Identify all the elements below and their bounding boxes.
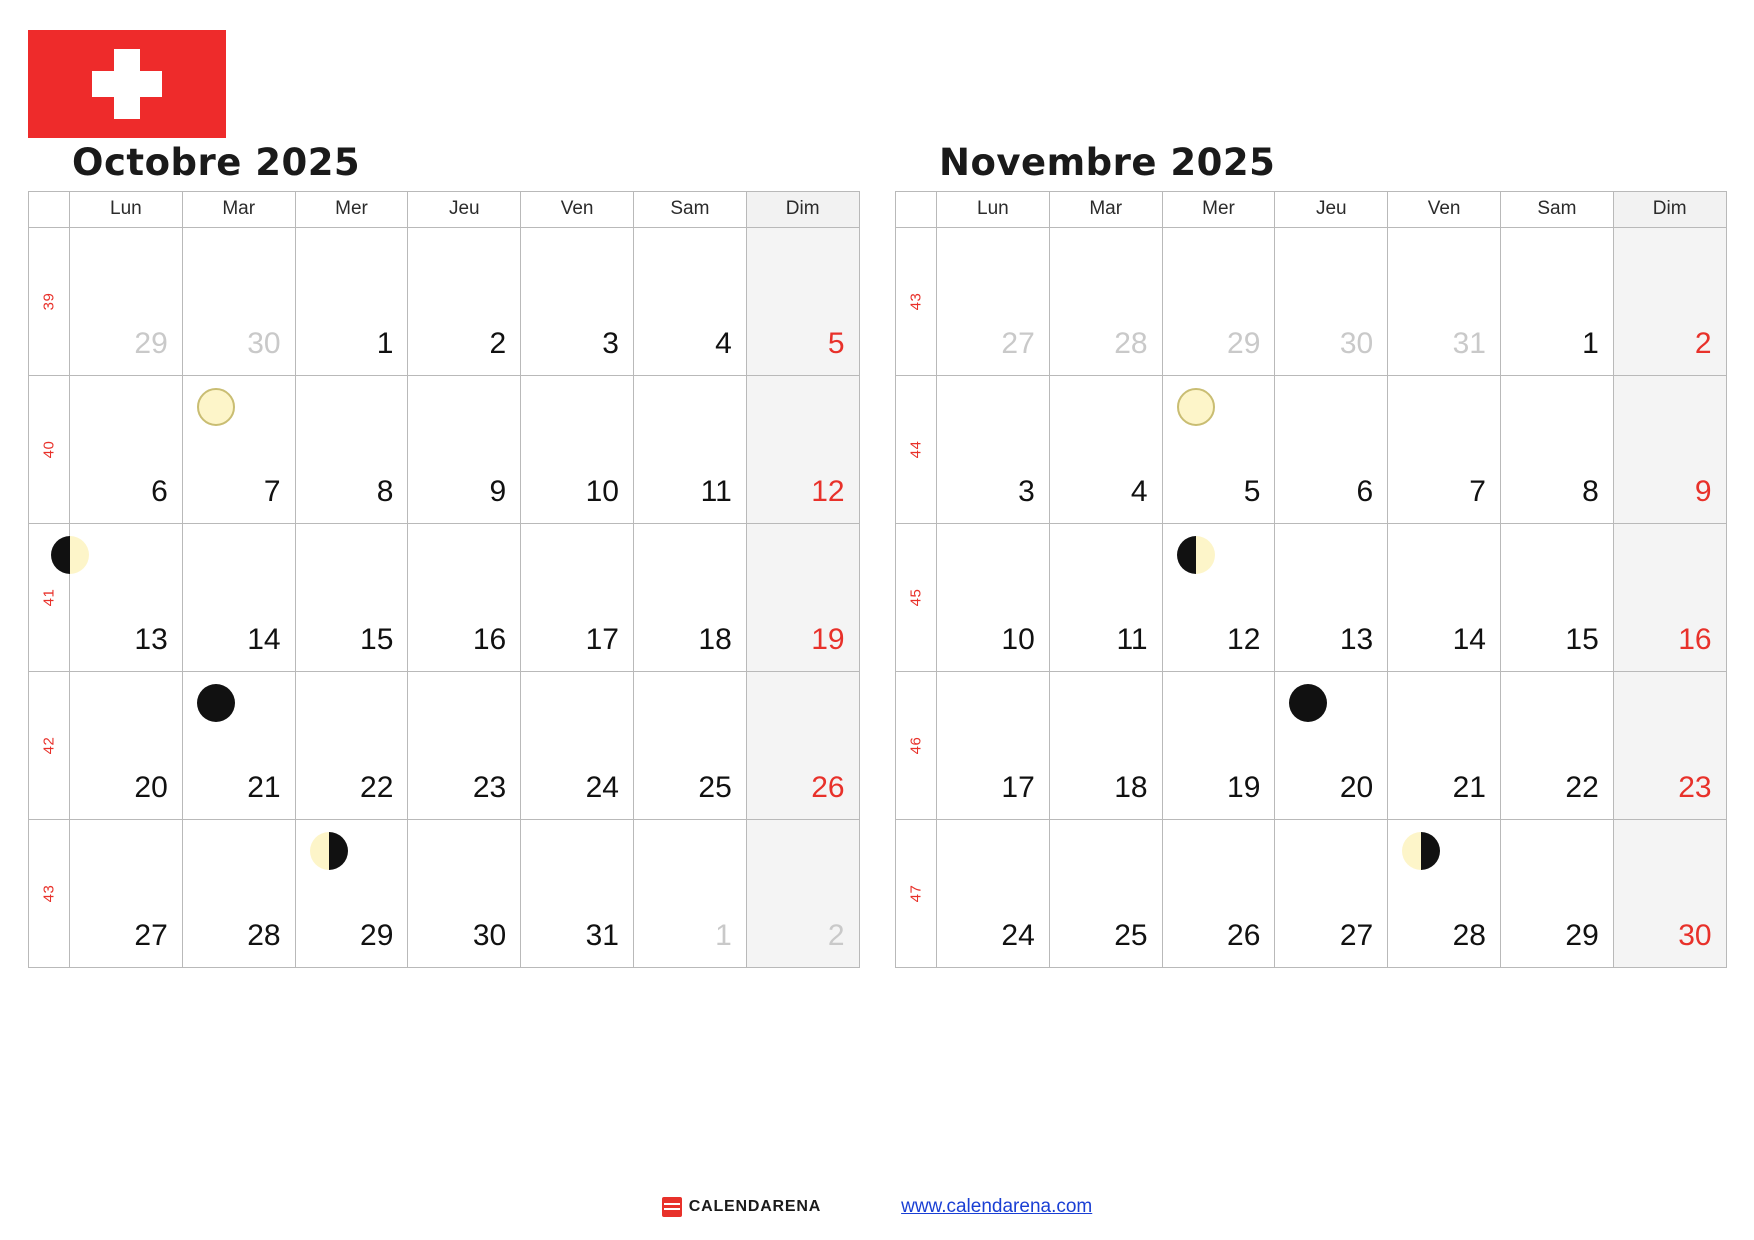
month-block <box>895 140 1726 968</box>
brand <box>662 1197 821 1217</box>
day-number: 15 <box>360 622 394 656</box>
day-number: 7 <box>263 474 281 508</box>
week-number-label: 43 <box>40 884 58 903</box>
week-number <box>896 375 937 523</box>
week-row <box>29 671 860 819</box>
day-cell[interactable] <box>937 523 1050 671</box>
day-cell[interactable] <box>746 819 859 967</box>
day-cell[interactable] <box>1162 671 1275 819</box>
dow-header-mer: Mer <box>1162 191 1275 227</box>
day-number: 4 <box>1130 474 1148 508</box>
week-number <box>896 523 937 671</box>
day-number: 28 <box>247 918 281 952</box>
day-number: 26 <box>1227 918 1261 952</box>
day-number: 2 <box>489 326 507 360</box>
moon-phase-full-icon <box>197 388 235 426</box>
day-cell[interactable] <box>408 819 521 967</box>
day-number: 8 <box>376 474 394 508</box>
day-cell[interactable] <box>633 523 746 671</box>
day-number: 3 <box>1018 474 1035 508</box>
moon-phase-full-icon <box>1177 388 1215 426</box>
day-number: 9 <box>489 474 507 508</box>
day-number: 15 <box>1565 622 1599 656</box>
dow-header-dim: Dim <box>1613 191 1726 227</box>
day-number: 6 <box>1356 474 1374 508</box>
day-cell[interactable] <box>1162 819 1275 967</box>
flag-cross-horizontal <box>92 71 162 97</box>
dow-header-mar: Mar <box>1049 191 1162 227</box>
day-cell[interactable] <box>746 523 859 671</box>
moon-phase-last-icon <box>1177 536 1215 574</box>
day-cell[interactable] <box>521 375 634 523</box>
week-number-label: 41 <box>40 588 58 607</box>
day-cell[interactable] <box>182 375 295 523</box>
day-cell[interactable] <box>182 671 295 819</box>
day-cell[interactable] <box>1388 819 1501 967</box>
day-cell[interactable] <box>1613 523 1726 671</box>
day-cell[interactable] <box>937 227 1050 375</box>
week-number-header <box>29 191 70 227</box>
moon-phase-first-icon <box>310 832 348 870</box>
day-number: 17 <box>585 622 619 656</box>
day-cell[interactable] <box>633 227 746 375</box>
day-number: 27 <box>1001 326 1035 360</box>
day-cell[interactable] <box>182 523 295 671</box>
day-number: 20 <box>1339 770 1374 804</box>
day-number: 3 <box>602 326 619 360</box>
day-cell[interactable] <box>1049 227 1162 375</box>
day-number: 12 <box>811 474 845 508</box>
day-number: 1 <box>376 326 394 360</box>
day-cell[interactable] <box>1275 671 1388 819</box>
day-number: 26 <box>811 770 845 804</box>
dow-header-sam: Sam <box>1500 191 1613 227</box>
week-number-label: 40 <box>40 440 58 459</box>
day-number: 16 <box>1678 622 1712 656</box>
day-cell[interactable] <box>70 227 183 375</box>
day-cell[interactable] <box>1049 375 1162 523</box>
day-cell[interactable] <box>1275 227 1388 375</box>
day-cell[interactable] <box>1162 227 1275 375</box>
week-row <box>896 523 1727 671</box>
day-cell[interactable] <box>408 227 521 375</box>
week-row <box>896 819 1727 967</box>
day-number: 10 <box>1001 622 1035 656</box>
day-cell[interactable] <box>1049 671 1162 819</box>
day-cell[interactable] <box>295 523 408 671</box>
moon-phase-last-icon <box>51 536 89 574</box>
day-cell[interactable] <box>1500 523 1613 671</box>
week-row <box>29 375 860 523</box>
month-grid <box>28 191 860 968</box>
day-cell[interactable] <box>182 819 295 967</box>
day-number: 14 <box>1452 622 1486 656</box>
day-number: 7 <box>1469 474 1486 508</box>
dow-header-sam: Sam <box>633 191 746 227</box>
day-number: 19 <box>1227 770 1261 804</box>
day-cell[interactable] <box>70 523 183 671</box>
week-row <box>29 523 860 671</box>
day-cell[interactable] <box>937 375 1050 523</box>
month-grid <box>895 191 1727 968</box>
day-cell[interactable] <box>633 671 746 819</box>
day-cell[interactable] <box>521 819 634 967</box>
day-number: 13 <box>1339 622 1374 656</box>
day-cell[interactable] <box>1275 819 1388 967</box>
week-number-label: 42 <box>40 736 58 755</box>
week-number-label: 44 <box>907 440 925 459</box>
day-number: 28 <box>1452 918 1486 952</box>
day-number: 14 <box>247 622 281 656</box>
day-cell[interactable] <box>1388 671 1501 819</box>
day-cell[interactable] <box>1162 375 1275 523</box>
day-number: 25 <box>1114 918 1148 952</box>
day-cell[interactable] <box>295 819 408 967</box>
day-number: 4 <box>715 326 732 360</box>
day-cell[interactable] <box>746 671 859 819</box>
day-number: 1 <box>1582 326 1599 360</box>
day-cell[interactable] <box>1500 671 1613 819</box>
day-cell[interactable] <box>182 227 295 375</box>
day-cell[interactable] <box>408 375 521 523</box>
day-cell[interactable] <box>1500 375 1613 523</box>
day-number: 22 <box>1565 770 1599 804</box>
week-number-label: 39 <box>40 292 58 311</box>
day-cell[interactable] <box>1049 523 1162 671</box>
day-number: 29 <box>1227 326 1261 360</box>
day-number: 18 <box>698 622 732 656</box>
day-number: 6 <box>151 474 168 508</box>
day-cell[interactable] <box>633 375 746 523</box>
day-number: 5 <box>1243 474 1261 508</box>
months-container <box>28 140 1726 968</box>
day-number: 11 <box>1116 622 1148 656</box>
day-cell[interactable] <box>1049 819 1162 967</box>
day-cell[interactable] <box>1613 819 1726 967</box>
day-cell[interactable] <box>521 523 634 671</box>
day-cell[interactable] <box>1275 523 1388 671</box>
day-number: 30 <box>247 326 281 360</box>
dow-header-jeu: Jeu <box>408 191 521 227</box>
day-number: 23 <box>1678 770 1712 804</box>
moon-phase-new-icon <box>197 684 235 722</box>
week-number <box>896 227 937 375</box>
day-number: 11 <box>700 474 732 508</box>
day-number: 1 <box>715 918 732 952</box>
day-cell[interactable] <box>1500 227 1613 375</box>
dow-header-jeu: Jeu <box>1275 191 1388 227</box>
week-number <box>29 819 70 967</box>
week-row <box>896 375 1727 523</box>
dow-header-ven: Ven <box>1388 191 1501 227</box>
day-number: 5 <box>827 326 845 360</box>
day-number: 30 <box>1678 918 1712 952</box>
dow-header-ven: Ven <box>521 191 634 227</box>
day-cell[interactable] <box>1500 819 1613 967</box>
dow-header-mer: Mer <box>295 191 408 227</box>
day-number: 17 <box>1001 770 1035 804</box>
moon-phase-new-icon <box>1289 684 1327 722</box>
site-url-link[interactable]: www.calendarena.com <box>901 1196 1093 1217</box>
day-cell[interactable] <box>1388 227 1501 375</box>
day-cell[interactable] <box>521 671 634 819</box>
week-row <box>29 819 860 967</box>
day-number: 29 <box>360 918 394 952</box>
day-number: 27 <box>134 918 168 952</box>
day-number: 16 <box>472 622 507 656</box>
week-number <box>29 227 70 375</box>
week-row <box>896 227 1727 375</box>
day-number: 20 <box>134 770 168 804</box>
day-cell[interactable] <box>70 671 183 819</box>
day-number: 12 <box>1227 622 1261 656</box>
day-cell[interactable] <box>937 671 1050 819</box>
day-cell[interactable] <box>1613 375 1726 523</box>
swiss-flag <box>28 30 226 138</box>
day-number: 18 <box>1114 770 1148 804</box>
day-cell[interactable] <box>746 227 859 375</box>
week-row <box>29 227 860 375</box>
day-number: 29 <box>1565 918 1599 952</box>
day-cell[interactable] <box>521 227 634 375</box>
month-title: Novembre 2025 <box>939 141 1276 184</box>
day-cell[interactable] <box>70 375 183 523</box>
week-number-header <box>896 191 937 227</box>
day-cell[interactable] <box>1162 523 1275 671</box>
day-number: 9 <box>1694 474 1712 508</box>
day-cell[interactable] <box>1388 523 1501 671</box>
day-number: 2 <box>827 918 845 952</box>
dow-header-dim: Dim <box>746 191 859 227</box>
day-number: 31 <box>1452 326 1486 360</box>
day-number: 27 <box>1339 918 1374 952</box>
dow-header-lun: Lun <box>937 191 1050 227</box>
dow-header-mar: Mar <box>182 191 295 227</box>
day-cell[interactable] <box>70 819 183 967</box>
week-number-label: 47 <box>907 884 925 903</box>
day-number: 21 <box>1452 770 1486 804</box>
day-cell[interactable] <box>295 227 408 375</box>
calendar-icon <box>662 1197 682 1217</box>
week-number <box>896 819 937 967</box>
day-number: 10 <box>585 474 619 508</box>
month-block <box>28 140 859 968</box>
week-number-label: 43 <box>907 292 925 311</box>
week-number-label: 46 <box>907 736 925 755</box>
day-number: 21 <box>247 770 281 804</box>
day-number: 19 <box>811 622 845 656</box>
day-cell[interactable] <box>1275 375 1388 523</box>
week-number <box>29 375 70 523</box>
day-number: 24 <box>585 770 619 804</box>
day-cell[interactable] <box>937 819 1050 967</box>
day-number: 28 <box>1114 326 1148 360</box>
day-number: 30 <box>1339 326 1374 360</box>
brand-label: CALENDARENA <box>688 1198 822 1215</box>
day-cell[interactable] <box>408 523 521 671</box>
day-cell[interactable] <box>633 819 746 967</box>
dow-header-lun: Lun <box>70 191 183 227</box>
day-number: 22 <box>360 770 394 804</box>
day-number: 13 <box>134 622 168 656</box>
day-number: 31 <box>585 918 619 952</box>
day-cell[interactable] <box>746 375 859 523</box>
day-cell[interactable] <box>1388 375 1501 523</box>
month-title: Octobre 2025 <box>72 141 361 184</box>
day-cell[interactable] <box>408 671 521 819</box>
day-number: 25 <box>698 770 732 804</box>
week-number <box>29 671 70 819</box>
week-number <box>896 671 937 819</box>
week-number-label: 45 <box>907 588 925 607</box>
day-cell[interactable] <box>295 671 408 819</box>
moon-phase-first-icon <box>1402 832 1440 870</box>
day-number: 30 <box>472 918 507 952</box>
day-cell[interactable] <box>295 375 408 523</box>
week-row <box>896 671 1727 819</box>
day-number: 24 <box>1001 918 1035 952</box>
day-cell[interactable] <box>1613 671 1726 819</box>
day-number: 2 <box>1694 326 1712 360</box>
day-number: 29 <box>134 326 168 360</box>
day-number: 23 <box>472 770 507 804</box>
day-cell[interactable] <box>1613 227 1726 375</box>
footer <box>0 1196 1754 1218</box>
day-number: 8 <box>1582 474 1599 508</box>
